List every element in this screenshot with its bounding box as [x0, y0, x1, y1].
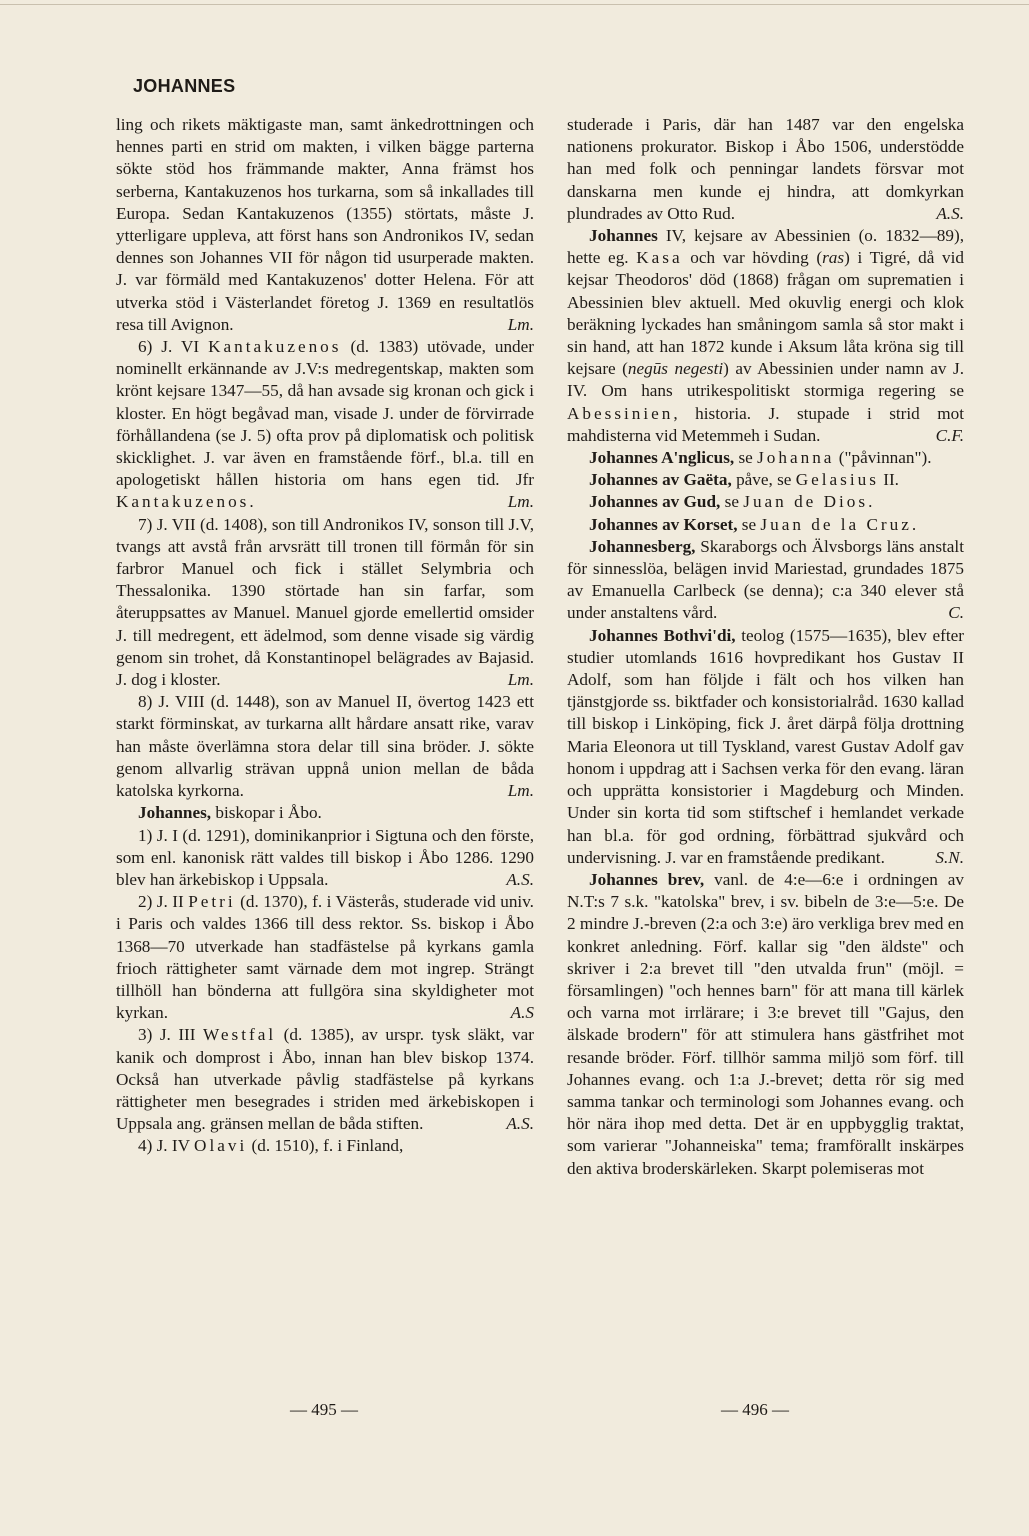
text-run: II. — [878, 470, 899, 490]
text-run: 8) J. VIII (d. 1448), son av Manuel II, övertog 1423 ett starkt förminskat, av turkarna allt hårdare ansatt rike, varav han måste överlämna stora delar till sina bröder. J. sökte genom allvarlig strävan uppnå union mellan de båda katolska kyrkorna. — [116, 692, 534, 801]
text-run: Skaraborgs och Älvsborgs läns anstalt för sinnesslöa, belägen invid Mariestad, grundades 1875 av Emanuella Carlbeck (se denna); c:a 340 elever stå under anstaltens vård. — [567, 536, 964, 623]
paragraph — [567, 469, 964, 491]
entry-headword: Johannes — [589, 226, 658, 246]
paragraph — [116, 802, 534, 824]
text-run: 4) J. IV — [138, 1136, 195, 1156]
paragraph — [567, 225, 964, 447]
page-number-left: — 495 — — [290, 1400, 358, 1419]
paragraph — [116, 336, 534, 514]
text-run: ("påvinnan"). — [834, 448, 932, 468]
text-run: och var hövding ( — [682, 248, 823, 268]
text-run: (d. 1385), av urspr. tysk släkt, var kanik och domprost i Åbo, innan han blev biskop 1374. Också han utverkade påvlig stadfästelse på kyrkans rättigheter men besegrades i striden med ärkebiskopen i Uppsala ang. gränsen mellan de båda stiften. — [116, 1025, 534, 1134]
entry-headword: Johannes A'nglicus, — [589, 448, 735, 468]
entry-headword: Johannes brev, — [589, 869, 705, 889]
left-column — [116, 114, 534, 1158]
author-signature: Lm. — [507, 670, 534, 690]
paragraph — [116, 514, 534, 692]
text-run: 3) J. III — [138, 1025, 204, 1045]
text-run: IV, kejsare av Abessinien (o. 1832—89), hette eg. — [567, 226, 964, 268]
author-signature: A.S. — [506, 1114, 534, 1134]
text-run: se — [734, 448, 758, 468]
paragraph — [116, 691, 534, 802]
spaced-name: Kantakuzenos — [208, 337, 342, 357]
spaced-name: Westfal — [203, 1025, 277, 1045]
paragraph — [116, 1135, 534, 1157]
running-header: JOHANNES — [133, 76, 236, 96]
author-signature: A.S. — [506, 869, 534, 889]
text-run: ) i Tigré, då vid kejsar Theodoros' död (1868) frågan om suprematien i Abessinien blev aktuell. Med okuvlig energi och klok beräkning lyckades han småningom samla så stor makt i sin hand, att han 1872 kunde i Aksum låta kröna sig till kejsare ( — [567, 248, 964, 379]
paragraph — [567, 869, 964, 1180]
paragraph — [567, 514, 964, 536]
text-run: ling och rikets mäktigaste man, samt änkedrottningen och hennes parti en strid om makten, i vilken bägge parterna sökte stöd hos främmande makter, Anna främst hos serberna, Kantakuzenos hos turkarna, som så inkallades till Europa. Sedan Kantakuzenos (1355) störtats, måste J. ytterligare uppleva, att först hans son Andronikos IV, sedan dennes son Johannes VII för någon tid usurperade makten. J. var förmäld med Kantakuzenos' dotter Helena. För att utverka stöd i Västerlandet företog J. 1369 en resultatlös resa till Avignon. — [116, 115, 534, 334]
spaced-name: Kantakuzenos — [116, 492, 250, 512]
text-run: påve, se — [731, 470, 796, 490]
author-signature: Lm. — [507, 492, 534, 512]
text-run: , historia. J. stupade i strid mot mahdisterna vid Metemmeh i Sudan. — [567, 403, 964, 445]
text-run: teolog (1575—1635), blev efter studier utomlands 1616 hovpredikant hos Gustav II Adolf, som han följde i fält och hos vilken han tjänstgjorde ss. biktfader och konsistorialråd. 1630 kallad till biskop i Linköping, fick J. året därpå följa drottning Maria Eleonora ut till Tyskland, varest Gustav Adolf gav honom i uppdrag att i Sachsen verka för den evang. läran och upprätta konsistorier i Magdeburg och Minden. Under sin korta tid som stiftschef i hemlandet verkade han bl.a. för god ordning, förbättrad sjukvård och undervisning. J. var en framstående predikant. — [567, 625, 965, 867]
text-run: biskopar i Åbo. — [211, 803, 322, 823]
text-run: ) av Abessinien under namn av J. IV. Om hans utrikespolitiskt stormiga regering se — [567, 359, 964, 401]
paragraph — [116, 825, 534, 892]
spaced-name: Juan de la Cruz — [760, 514, 912, 534]
text-run: . — [249, 492, 254, 512]
author-signature: C. — [948, 603, 964, 623]
spaced-name: Juan de Dios — [743, 492, 869, 512]
text-run: 1) J. I (d. 1291), dominikanprior i Sigtuna och den förste, som enl. kanonisk rätt valdes till biskop i Åbo 1286. 1290 blev han ärkebiskop i Uppsala. — [116, 825, 534, 889]
page-number-right: — 496 — — [721, 1400, 789, 1419]
entry-headword: Johannes Bothvi'di, — [589, 625, 736, 645]
text-run: negūs negesti — [627, 359, 724, 379]
text-run: se — [737, 514, 761, 534]
right-column — [567, 114, 964, 1180]
text-run: 6) J. VI — [138, 337, 209, 357]
author-signature: A.S. — [936, 203, 964, 223]
text-run: . — [911, 514, 917, 534]
paragraph — [116, 891, 534, 1024]
author-signature: Lm. — [507, 314, 534, 334]
paragraph — [567, 114, 964, 225]
entry-headword: Johannes av Korset, — [589, 514, 738, 534]
spaced-name: Abessinien — [567, 403, 674, 423]
text-run: (d. 1370), f. i Västerås, studerade vid univ. i Paris och valdes 1366 till dess rektor. Ss. biskop i Åbo 1368—70 utverkade han stadfästelse på kyrkans gamla frioch rättigheter samt värnade dem mot ingrep. Strängt tillhöll han bönderna att fullgöra sina skyldigheter mot kyrkan. — [116, 892, 534, 1023]
author-signature: S.N. — [935, 847, 964, 867]
paragraph — [567, 447, 964, 469]
paragraph — [567, 491, 964, 513]
text-run: vanl. de 4:e—6:e i ordningen av N.T:s 7 s.k. "katolska" brev, i sv. bibeln de 3:e—5:e. De 2 mindre J.-breven (2:a och 3:e) äro verkliga brev med en konkret anledning. Förf. kallar sig "den äldste" och skriver i 2:a brevet till "den utvalda frun" (möjl. = församlingen) "och hennes barn" för att mana till kärlek och varna mot irrlärare; i 3:e brevet till "Gajus, den älskade brodern" för att stimulera hans gästfrihet mot resande bröder. Förf. tillhör samma miljö som förf. till Johannes evang. och 1:a J.-brevet; detta rör sig med samma tankar och terminologi som Johannes evang. och hör nära ihop med detta. Det är en uppbygglig traktat, som varierar "Johanneiska" tema; framförallt inskärpes den aktiva broderskärleken. Skarpt polemiseras mot — [567, 869, 964, 1178]
spaced-name: Kasa — [636, 248, 683, 268]
entry-headword: Johannes av Gaëta, — [589, 470, 732, 490]
text-run: ras — [822, 248, 845, 268]
spaced-name: Olavi — [194, 1136, 248, 1156]
paragraph — [116, 1024, 534, 1135]
text-run: . — [868, 492, 873, 512]
entry-headword: Johannes, — [138, 803, 212, 823]
entry-headword: Johannes av Gud, — [589, 492, 721, 512]
text-run: se — [720, 492, 744, 512]
spaced-name: Gelasius — [795, 470, 879, 490]
author-signature: A.S — [510, 1003, 534, 1023]
text-run: (d. 1510), f. i Finland, — [247, 1136, 404, 1156]
entry-headword: Johannesberg, — [589, 536, 696, 556]
author-signature: Lm. — [507, 781, 534, 801]
spaced-name: Petri — [188, 892, 236, 912]
paragraph — [567, 625, 964, 869]
text-run: studerade i Paris, där han 1487 var den engelska nationens prokurator. Biskop i Åbo 1506, understödde han med folk och penningar landets försvar mot danskarna men kunde ej hindra, att domkyrkan plundrades av Otto Rud. — [567, 115, 964, 223]
text-run: (d. 1383) utövade, under nominellt erkännande av J.V:s medregentskap, makten som krönt kejsare 1347—55, då han avsade sig kronan och gick i kloster. En högt begåvad man, visade J. under de förvirrade förhållandena (se J. 5) ofta prov på diplomatisk och politisk skicklighet. J. var även en framstående förf., bl.a. till en apologetiskt hållen historia om hans egen tid. Jfr — [116, 337, 534, 490]
author-signature: C.F. — [935, 425, 964, 445]
spaced-name: Johanna — [757, 448, 835, 468]
paragraph — [116, 114, 534, 336]
text-run: 7) J. VII (d. 1408), son till Andronikos IV, sonson till J.V, tvangs att avstå från arvsrätt till tronen till förmån för sin farbror Manuel och fick i stället Selymbria och Thessalonika. 1390 störtade han sin farfar, som återuppsattes av Manuel. Manuel gjorde emellertid omsider J. till medregent, ett ädelmod, som denne visade sig värdig genom sin trohet, då Konstantinopel belägrades av Bajasid. J. dog i kloster. — [116, 514, 534, 690]
text-run: 2) J. II — [138, 892, 189, 912]
paragraph — [567, 536, 964, 625]
top-rule — [0, 4, 1029, 5]
